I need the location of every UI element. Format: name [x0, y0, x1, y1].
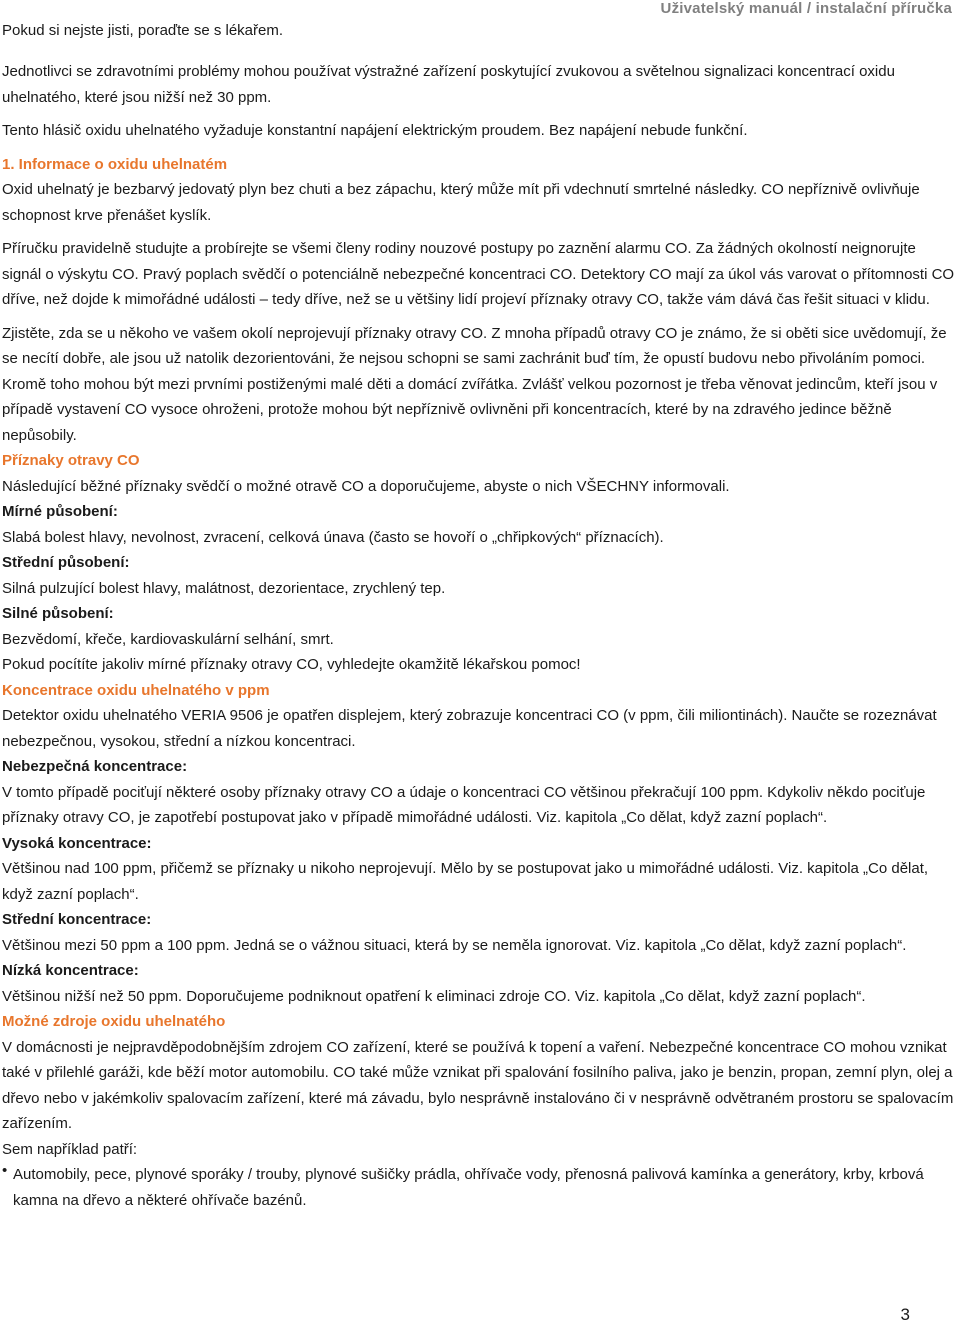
running-header-note: Pokud si nejste jisti, poraďte se s lékařem.	[2, 22, 284, 39]
paragraph-power-requirement: Tento hlásič oxidu uhelnatého vyžaduje konstantní napájení elektrickým proudem. Bez napájení nebude funkční.	[2, 122, 748, 139]
subheading-dangerous: Nebezpečná koncentrace:	[2, 758, 188, 775]
section-heading-co-info: 1. Informace o oxidu uhelnatém	[2, 155, 228, 173]
subheading-low: Nízká koncentrace:	[2, 962, 139, 979]
list-item	[2, 1162, 956, 1213]
paragraph-dangerous: V tomto případě pociťují některé osoby příznaky otravy CO a údaje o koncentraci CO většinou překračují 100 ppm. Kdykoliv někdo pociťuje příznaky otravy CO, je zapotřebí postupovat jako v případě mimořádné události. Viz. kapitola „Co dělat, když zazní poplach“.	[2, 783, 926, 826]
paragraph-mild: Slabá bolest hlavy, nevolnost, zvracení, celková únava (často se hovoří o „chřipkových“ příznacích).	[2, 528, 664, 546]
paragraph-check-symptoms: Zjistěte, zda se u někoho ve vašem okolí neprojevují příznaky otravy CO. Z mnoha případů otravy CO je známo, že si oběti sice uvědomují, že se necítí dobře, ale jsou už natolik dezorientováni, že nejsou schopni se sami zachránit buď tím, že opustí budovu nebo přivoláním pomoci. Kromě toho mohou být mezi prvními postiženými malé děti a domácí zvířátka. Zvlášť velkou pozornost je třeba věnovat jedincům, kteří jsou v případě vystavení CO vysoce ohroženi, protože mohou být nepříznivě ovlivněni při koncentracích, které by na zdravého jedince běžně nepůsobily.	[2, 324, 947, 444]
paragraph-examples-intro: Sem například patří:	[2, 1140, 138, 1158]
subheading-severe: Silné působení:	[2, 605, 114, 622]
paragraph-study-manual: Příručku pravidelně studujte a probírejte se všemi členy rodiny nouzové postupy po zaznění alarmu CO. Za žádných okolností neignorujte signál o výskytu CO. Pravý poplach svědčí o potenciálně nebezpečné koncentraci CO. Detektory CO mají za úkol vás varovat o přítomnosti CO dříve, než dojde k mimořádné události – tedy dříve, než se u většiny lidí projeví příznaky otravy CO, takže vám dává čas řešit situaci v klidu.	[2, 240, 955, 308]
paragraph-seek-help: Pokud pocítíte jakoliv mírné příznaky otravy CO, vyhledejte okamžitě lékařskou pomoc!	[2, 656, 581, 673]
paragraph-low: Většinou nižší než 50 ppm. Doporučujeme podniknout opatření k eliminaci zdroje CO. Viz. kapitola „Co dělat, když zazní poplach“.	[2, 987, 866, 1005]
paragraph-medium: Silná pulzující bolest hlavy, malátnost, dezorientace, zrychlený tep.	[2, 579, 446, 597]
paragraph-symptoms-intro: Následující běžné příznaky svědčí o možné otravě CO a doporučujeme, abyste o nich VŠECHNY informovali.	[2, 477, 730, 495]
bullet-icon: •	[2, 1162, 8, 1179]
paragraph-severe: Bezvědomí, křeče, kardiovaskulární selhání, smrt.	[2, 630, 334, 648]
subheading-mild: Mírné působení:	[2, 503, 118, 520]
paragraph-high: Většinou nad 100 ppm, přičemž se příznaky u nikoho neprojevují. Mělo by se postupovat jako u mimořádné události. Viz. kapitola „Co dělat, když zazní poplach“.	[2, 860, 929, 903]
paragraph-health-notice: Jednotlivci se zdravotními problémy mohou používat výstražné zařízení poskytující zvukovou a světelnou signalizaci koncentrací oxidu uhelnatého, které jsou nižší než 30 ppm.	[2, 63, 895, 106]
section-heading-symptoms: Příznaky otravy CO	[2, 452, 140, 469]
list-item-text: Automobily, pece, plynové sporáky / trouby, plynové sušičky prádla, ohřívače vody, přenosná palivová kamínka a generátory, krby, krbová kamna na dřevo a některé ohřívače bazénů.	[13, 1166, 924, 1209]
section-heading-sources: Možné zdroje oxidu uhelnatého	[2, 1013, 226, 1030]
paragraph-detector-display: Detektor oxidu uhelnatého VERIA 9506 je opatřen displejem, který zobrazuje koncentraci CO (v ppm, čili miliontinách). Naučte se rozeznávat nebezpečnou, vysokou, střední a nízkou koncentraci.	[2, 707, 937, 750]
paragraph-co-definition: Oxid uhelnatý je bezbarvý jedovatý plyn bez chuti a bez zápachu, který může mít při vdechnutí smrtelné následky. CO nepříznivě ovlivňuje schopnost krve přenášet kyslík.	[2, 181, 920, 224]
subheading-medium: Střední působení:	[2, 554, 130, 571]
paragraph-mid: Většinou mezi 50 ppm a 100 ppm. Jedná se o vážnou situaci, která by se neměla ignorovat. Viz. kapitola „Co dělat, když zazní poplach“.	[2, 936, 907, 954]
paragraph-sources: V domácnosti je nejpravděpodobnějším zdrojem CO zařízení, které se používá k topení a vaření. Nebezpečné koncentrace CO mohou vznikat také v přilehlé garáži, kde běží motor automobilu. CO také může vznikat při spalování fosilního paliva, jako je benzin, propan, zemní plyn, olej a dřevo nebo v jakémkoliv spalovacím zařízení, které má závadu, bylo nesprávně instalováno či v nesprávně odvětraném prostoru se spalovacím zařízením.	[2, 1038, 954, 1132]
running-header-title: Uživatelský manuál / instalační příručka	[660, 0, 952, 17]
subheading-mid: Střední koncentrace:	[2, 911, 152, 928]
section-heading-concentration: Koncentrace oxidu uhelnatého v ppm	[2, 681, 270, 699]
document-body	[2, 59, 956, 1213]
subheading-high: Vysoká koncentrace:	[2, 834, 152, 852]
page-number: 3	[900, 1305, 910, 1324]
